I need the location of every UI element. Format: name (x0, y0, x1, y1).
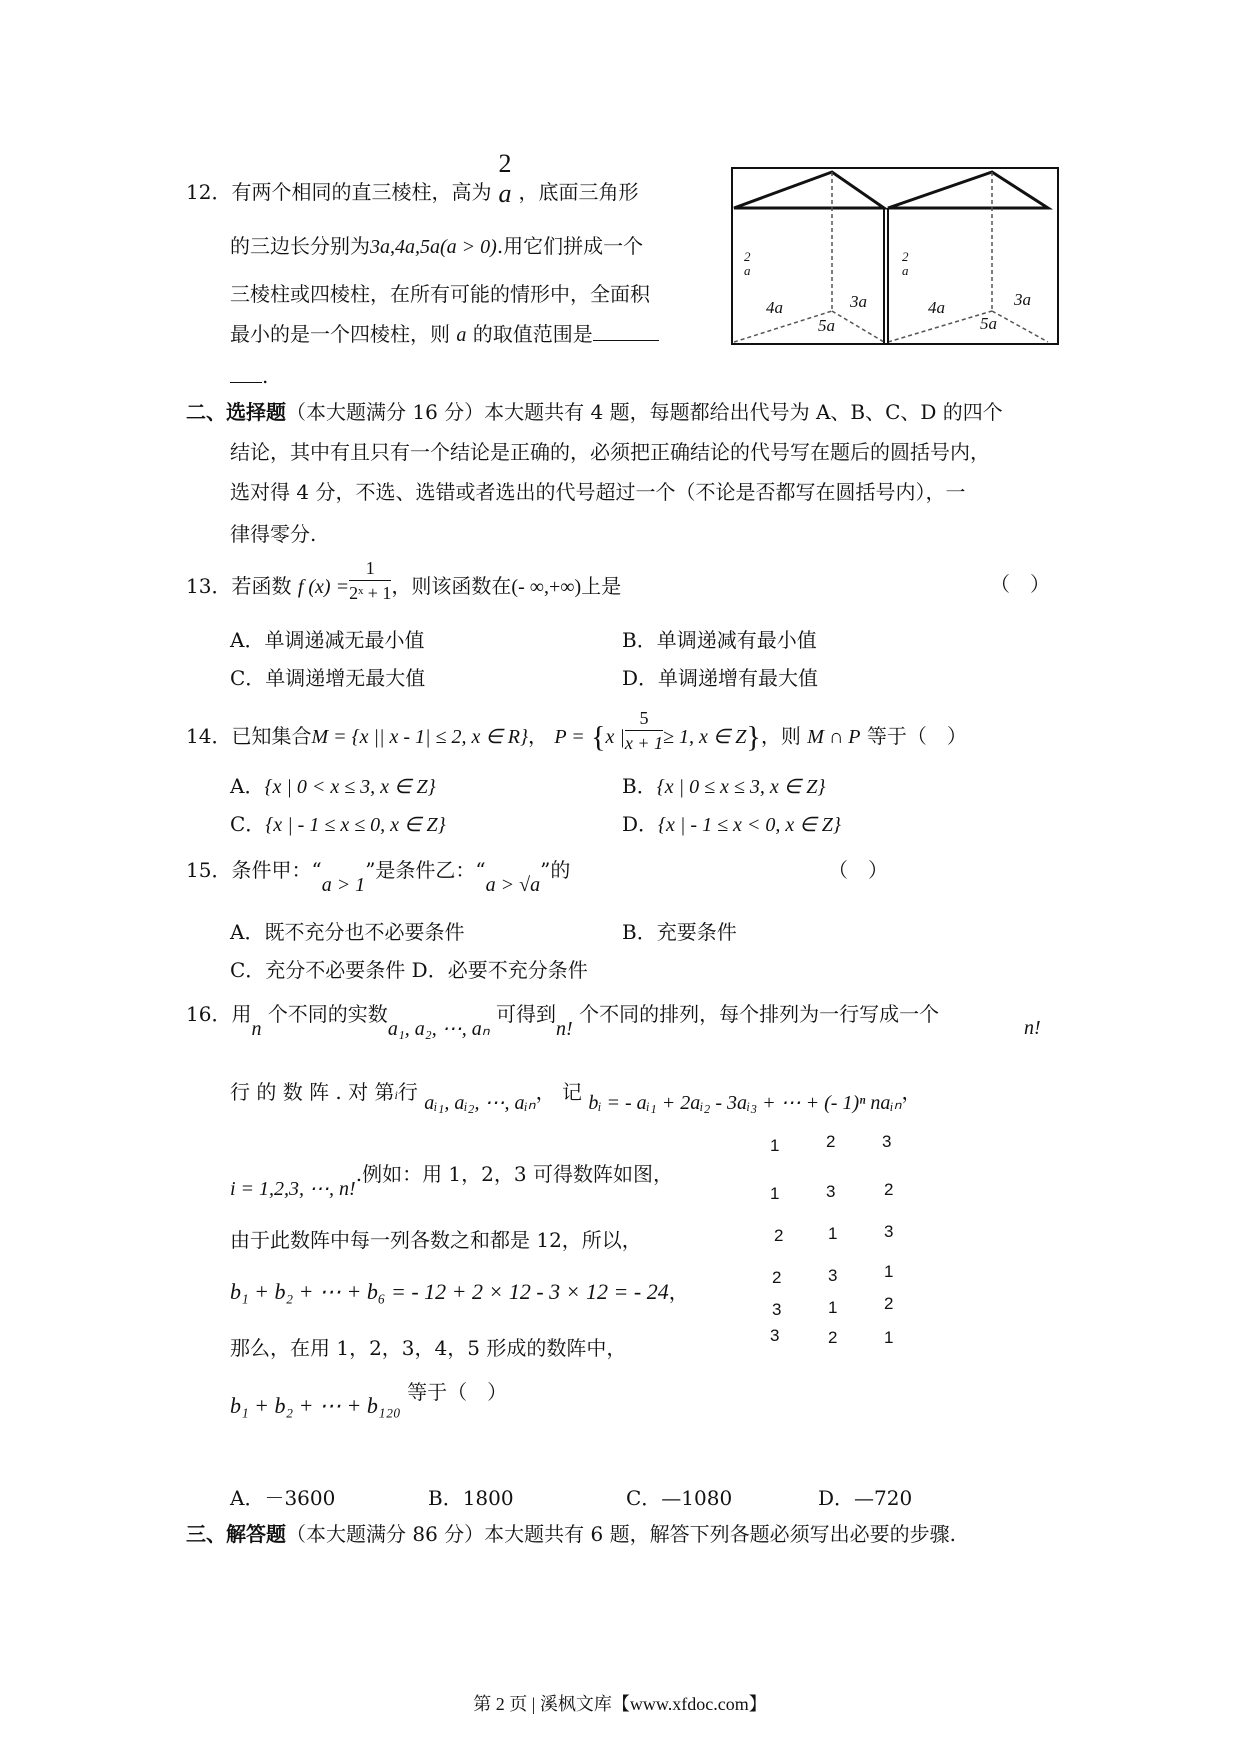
q14-option-b[interactable]: B．{x | 0 ≤ x ≤ 3, x ∈ Z} (622, 774, 826, 798)
question-number: 15． (186, 858, 232, 882)
matrix-cell: 3 (772, 1300, 782, 1319)
section2-line4: 律得零分. (230, 522, 317, 546)
q12-line2: 的三边长分别为3a,4a,5a(a > 0).用它们拼成一个 (230, 234, 644, 258)
q15-answer-paren[interactable]: （ ） (828, 858, 888, 882)
set-P-label: P = (554, 726, 585, 748)
left-side-3a: 3a (850, 292, 867, 311)
left-side-4a: 4a (766, 298, 783, 317)
matrix-cell: 2 (828, 1328, 838, 1347)
q16-line4: 由于此数阵中每一列各数之和都是 12，所以， (230, 1228, 642, 1252)
page-footer: 第 2 页 | 溪枫文库【www.xfdoc.com】 (473, 1694, 767, 1714)
q14-option-a[interactable]: A．{x | 0 < x ≤ 3, x ∈ Z} (230, 774, 436, 798)
q12-line3: 三棱柱或四棱柱，在所有可能的情形中，全面积 (230, 282, 650, 306)
matrix-cell: 1 (828, 1224, 838, 1243)
q13-option-c[interactable]: C．单调递增无最大值 (230, 666, 426, 690)
q16-line1: 16．用n 个不同的实数a₁, a₂, ⋯, aₙ 可得到n! 个不同的排列，每个排列为一行写成一个 (186, 1002, 940, 1040)
answer-blank[interactable] (593, 320, 659, 341)
matrix-cell: 3 (882, 1132, 892, 1151)
q15-option-a[interactable]: A．既不充分也不必要条件 (230, 920, 465, 944)
function-fraction: $\frac{1}{\text{2ˣ + 1}}$ (349, 558, 392, 603)
matrix-cell: 2 (826, 1132, 836, 1151)
matrix-cell: 2 (884, 1294, 894, 1313)
matrix-cell: 2 (772, 1268, 782, 1287)
matrix-cell: 1 (884, 1262, 894, 1281)
right-side-5a: 5a (980, 314, 997, 333)
q16-line3: i = 1,2,3, ⋯, n!.例如：用 1，2，3 可得数阵如图， (230, 1162, 673, 1200)
matrix-cell: 1 (828, 1298, 838, 1317)
q16-line5: b₁ + b₂ + ⋯ + b₆ = - 12 + 2 × 12 - 3 × 12 = - 24， (230, 1279, 689, 1304)
q16-option-d[interactable]: D．—720 (818, 1486, 913, 1510)
q12-line4: 最小的是一个四棱柱，则 a 的取值范围是 (230, 320, 659, 349)
matrix-cell: 3 (826, 1182, 836, 1201)
q13-option-b[interactable]: B．单调递减有最小值 (622, 628, 817, 652)
q14-option-d[interactable]: D．{x | - 1 ≤ x < 0, x ∈ Z} (622, 812, 841, 836)
matrix-cell: 1 (770, 1136, 780, 1155)
matrix-cell: 1 (770, 1184, 780, 1203)
q16-nfact: n! (1024, 1017, 1041, 1039)
matrix-cell: 3 (884, 1222, 894, 1241)
section2-line3: 选对得 4 分，不选、选错或者选出的代号超过一个（不论是否都写在圆括号内），一 (230, 480, 966, 504)
question-number: 13． (186, 574, 232, 598)
q15-option-b[interactable]: B．充要条件 (622, 920, 737, 944)
right-side-3a: 3a (1014, 290, 1031, 309)
left-height-label: 2 a (744, 249, 751, 278)
number-matrix (768, 1132, 908, 1347)
q16-option-a[interactable]: A．－3600 (230, 1486, 336, 1510)
q16-option-c[interactable]: C．—1080 (626, 1486, 733, 1510)
question-number: 16． (186, 1002, 232, 1026)
brace-close: } (746, 720, 761, 754)
answer-blank-cont (230, 362, 262, 383)
q14-stem: 14．已知集合M = {x || x - 1| ≤ 2, x ∈ R}， P = {x | $\frac{5}{x + 1}$ ≥ 1, x ∈ Z}，则 M ∩ P 等于（ ） (186, 708, 967, 754)
q15-option-cd[interactable]: C．充分不必要条件 D．必要不充分条件 (230, 958, 588, 982)
prisms-diagram (730, 166, 1060, 346)
brace-open: { (591, 720, 606, 754)
q12-line5: . (230, 362, 268, 390)
q16-line2: 行 的 数 阵 . 对 第i行 aᵢ₁, aᵢ₂, ⋯, aᵢₙ， 记 bᵢ = - aᵢ₁ + 2aᵢ₂ - 3aᵢ₃ + ⋯ + (- 1)ⁿ naᵢₙ， (230, 1080, 922, 1114)
section2-title: 二、选择题 (186, 400, 286, 424)
set-M: M = {x || x - 1| ≤ 2, x ∈ R} (311, 726, 529, 748)
left-side-5a: 5a (818, 316, 835, 335)
matrix-cell: 2 (884, 1180, 894, 1199)
matrix-cell: 2 (774, 1226, 784, 1245)
q13-option-d[interactable]: D．单调递增有最大值 (622, 666, 819, 690)
matrix-cell: 1 (884, 1328, 894, 1347)
section2-line1: 二、选择题（本大题满分 16 分）本大题共有 4 题，每题都给出代号为 A、B、C、D 的四个 (186, 400, 1003, 424)
q13-answer-paren[interactable]: （ ） (990, 572, 1050, 596)
section3-line: 三、解答题（本大题满分 86 分）本大题共有 6 题，解答下列各题必须写出必要的步骤. (186, 1522, 956, 1546)
q13-option-a[interactable]: A．单调递减无最小值 (230, 628, 425, 652)
right-height-label: 2 a (902, 249, 909, 278)
q13-stem: 13．若函数 f (x) = $\frac{1}{\text{2ˣ + 1}}$ ，则该函数在(- ∞,+∞)上是 (186, 558, 622, 603)
set-P-fraction: $\frac{5}{x + 1}$ (624, 708, 664, 753)
question-number: 12． (186, 180, 232, 204)
q16-line6: 那么，在用 1，2，3，4，5 形成的数阵中， (230, 1336, 627, 1360)
q12-line1: 12．有两个相同的直三棱柱，高为 2 a ，底面三角形 (186, 148, 639, 208)
section2-line2: 结论，其中有且只有一个结论是正确的，必须把正确结论的代号写在题后的圆括号内， (230, 440, 990, 464)
q16-option-b[interactable]: B．1800 (428, 1486, 514, 1510)
right-side-4a: 4a (928, 298, 945, 317)
matrix-cell: 3 (828, 1266, 838, 1285)
section3-title: 三、解答题 (186, 1522, 286, 1546)
q16-line7: b₁ + b₂ + ⋯ + b₁₂₀ 等于（ ） (230, 1380, 508, 1418)
q15-stem: 15．条件甲：“a > 1”是条件乙：“a > √a”的 (186, 858, 571, 896)
q14-option-c[interactable]: C．{x | - 1 ≤ x ≤ 0, x ∈ Z} (230, 812, 446, 836)
question-number: 14． (186, 724, 232, 748)
prisms-figure (730, 166, 1060, 346)
matrix-cell: 3 (770, 1326, 780, 1345)
height-fraction: 2 a (498, 148, 512, 208)
